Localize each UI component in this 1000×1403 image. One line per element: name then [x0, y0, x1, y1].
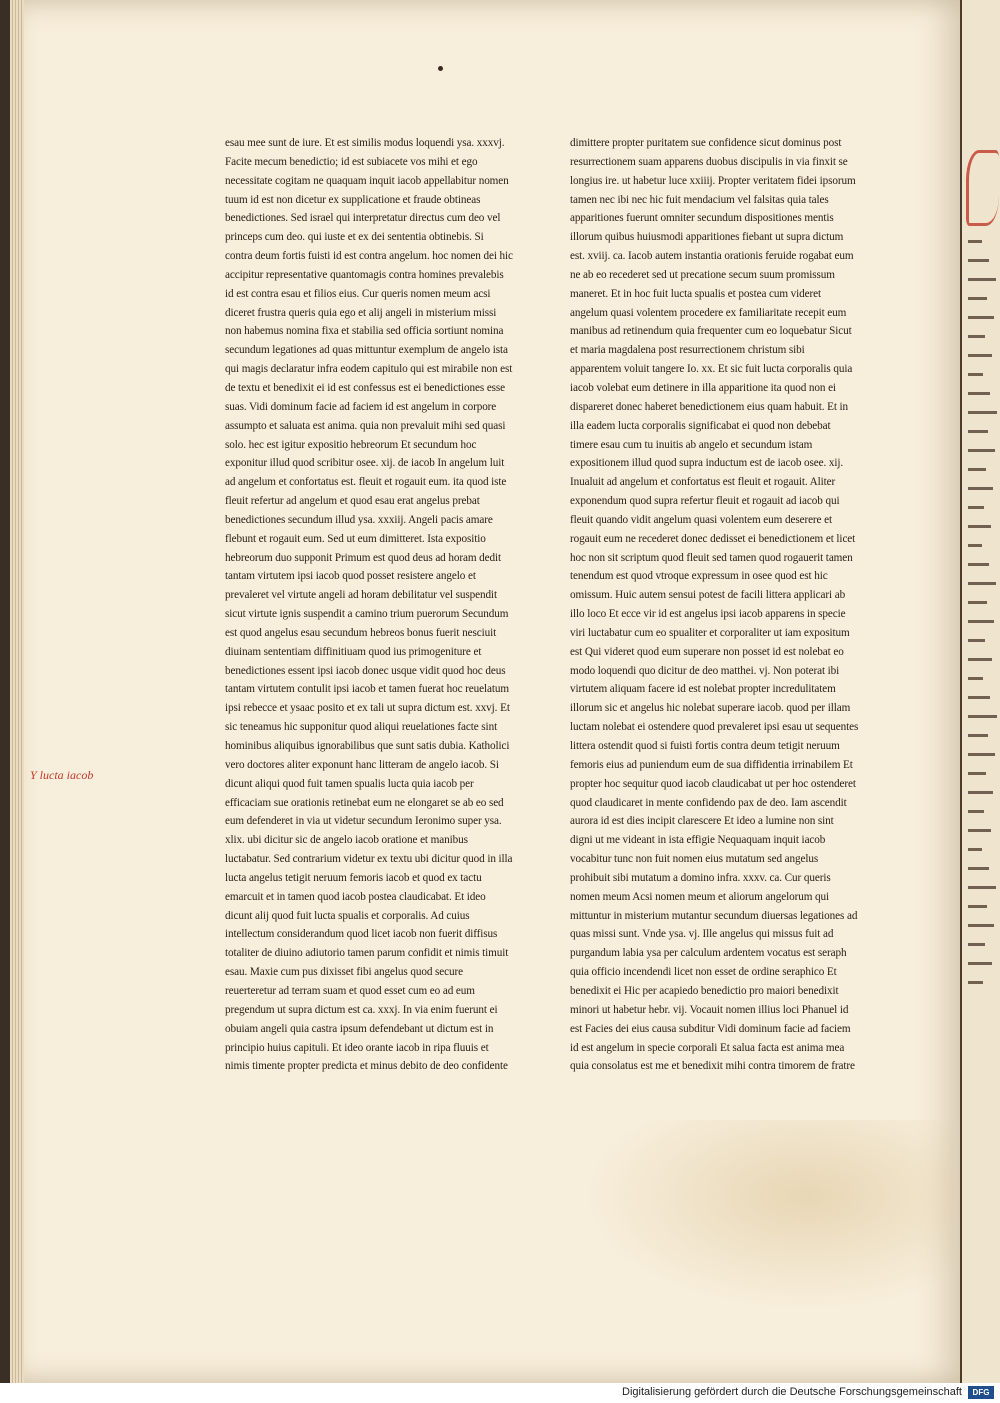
left-text-column	[225, 134, 515, 1076]
facing-text-stroke	[968, 943, 985, 946]
facing-text-stroke	[968, 867, 989, 870]
text-line: suas. Vidi dominum facie ad faciem id est angelum in corpore	[225, 400, 497, 413]
text-line: est Qui videret quod eum superare non posset id est nolebat eo	[570, 645, 844, 658]
facing-text-stroke	[968, 848, 982, 851]
text-line: maneret. Et in hoc fuit lucta spualis et postea cum videret	[570, 287, 822, 300]
text-line: digni ut me videant in ista effigie Nequaquam inquit iacob	[570, 834, 826, 847]
facing-text-stroke	[968, 924, 994, 927]
facing-text-stroke	[968, 962, 992, 965]
text-line: minori ut habetur hebr. vij. Vocauit nomen illius loci Phanuel id	[570, 1003, 849, 1016]
ink-dot	[438, 66, 443, 71]
text-line: apparitiones fuerunt omniter secundum dispositiones mentis	[570, 212, 834, 225]
text-line: fleuit refertur ad angelum et quod esau erat angelus prebat	[225, 495, 480, 508]
text-line: benedixit ei Hic per acapiedo benedictio pro maiori benedixit	[570, 984, 839, 997]
text-line: id est contra esau et filios eius. Cur queris nomen meum acsi	[225, 287, 491, 300]
text-line: viri luctabatur cum eo spualiter et corporaliter ut iam expositum	[570, 626, 850, 639]
text-line: resurrectionem suam apparens duobus discipulis in via finxit se	[570, 155, 848, 168]
text-line: quia officio incendendi licet non esset de ordine seraphico Et	[570, 966, 837, 979]
text-line: pregendum ut supra dictum est ca. xxxj. In via enim fuerunt ei	[225, 1003, 498, 1016]
facing-text-stroke	[968, 278, 996, 281]
text-line: benedictiones. Sed israel qui interpretatur directus cum deo vel	[225, 212, 501, 225]
text-line: angelum quasi volentem procedere ex familiaritate recepit eum	[570, 306, 847, 319]
text-line: sicut virtute ignis suspendit a camino trium puerorum Secundum	[225, 608, 509, 621]
text-line: reuerteretur ad terram suam et quod esset cum eo ad eum	[225, 984, 475, 997]
margin-note: Y lucta iacob	[30, 768, 94, 782]
text-line: timere esau cum tu inuitis ab angelo et secundum istam	[570, 438, 813, 451]
facing-text-stroke	[968, 468, 986, 471]
text-line: eum defenderet in via ut videtur secundum Ieronimo super ysa.	[225, 815, 502, 828]
text-line: efficaciam sue orationis retinebat eum ne elongaret se ab eo sed	[225, 796, 504, 809]
text-line: princeps cum deo. qui iuste et ex dei sententia obtinebis. Si	[225, 231, 484, 244]
text-line: quas missi sunt. Vnde ysa. vj. Ille angelus qui missus fuit ad	[570, 928, 834, 941]
text-line: omissum. Huic autem sensui potest de facili littera applicari ab	[570, 589, 846, 602]
text-line: prevaleret vel virtute angeli ad horam debilitatur vel suspendit	[225, 589, 497, 602]
facing-text-stroke	[968, 981, 983, 984]
text-line: nimis timente propter predicta et minus debito de deo confidente	[225, 1060, 508, 1073]
text-line: tantam virtutem ipsi iacob quod posset resistere angelo et	[225, 570, 476, 583]
facing-text-stroke	[968, 658, 992, 661]
facing-text-stroke	[968, 734, 988, 737]
text-line: rogauit eum ne recederet donec dedisset ei benedictionem et licet	[570, 532, 856, 545]
text-line: expositionem illud quod supra inductum est de iacob osee. xij.	[570, 457, 844, 470]
text-line: emarcuit et in tamen quod iacob postea claudicabat. Et ideo	[225, 890, 486, 903]
facing-text-stroke	[968, 525, 991, 528]
text-line: assumpto et saluata est anima. quia non prevaluit mihi sed quasi	[225, 419, 506, 432]
text-line: ad angelum et confortatus est. fleuit et rogauit eum. ita quod iste	[225, 476, 507, 489]
facing-text-stroke	[968, 240, 982, 243]
facing-text-stroke	[968, 677, 983, 680]
text-line: necessitate cogitam ne quaquam inquit iacob appellabitur nomen	[225, 174, 509, 187]
text-line: secundum legationes ad quas mittuntur exemplum de angelo ista	[225, 344, 508, 357]
footer-bar	[0, 1383, 1000, 1403]
text-line: est. xviij. ca. Iacob autem instantia orationis feruide rogabat eum	[570, 250, 854, 263]
page-edge-stack	[10, 0, 24, 1383]
facing-text-stroke	[968, 905, 987, 908]
text-line: modo loquendi quo dicitur de deo matthei. vj. Non poterat ibi	[570, 664, 840, 677]
facing-text-stroke	[968, 411, 997, 414]
text-line: ne ab eo recederet sed ut precatione secum suum promissum	[570, 268, 835, 281]
facing-text-stroke	[968, 791, 993, 794]
facing-text-stroke	[968, 316, 994, 319]
text-line: fleuit quando vidit angelum quasi volentem eum deserere et	[570, 513, 832, 526]
text-line: aurora id est dies incipit clarescere Et ideo a lumine non sint	[570, 815, 834, 828]
facing-text-stroke	[968, 297, 987, 300]
text-line: ipsi rebecce et ysaac posito et ex tali ut supra dictum est. xxvj. Et	[225, 702, 510, 715]
funding-credit: Digitalisierung gefördert durch die Deutsche Forschungsgemeinschaft	[622, 1386, 962, 1398]
text-line: luctam nolebat ei ostendere quod prevaleret ipsi esau ut sequentes	[570, 721, 859, 734]
text-line: nomen meum Acsi nomen meum et aliorum angelorum qui	[570, 890, 829, 903]
text-line: esau. Maxie cum pus dixisset fibi angelus quod secure	[225, 966, 463, 979]
facing-text-stroke	[968, 620, 994, 623]
text-line: Facite mecum benedictio; id est subiacete vos mihi et ego	[225, 155, 478, 168]
text-line: manibus ad retinendum quia frequenter cum eo loquebatur Sicut	[570, 325, 852, 338]
text-line: Inualuit ad angelum et confortatus est fleuit et rogauit. Aliter	[570, 476, 836, 489]
text-line: principio huius capituli. Et ideo orante iacob in ripa fluuis et	[225, 1041, 489, 1054]
dfg-logo: DFG	[968, 1386, 994, 1399]
facing-text-stroke	[968, 563, 989, 566]
text-line: mittuntur in misterium mutantur secundum diuersas legationes ad	[570, 909, 858, 922]
text-line: dimittere propter puritatem sue confidence sicut dominus post	[570, 137, 842, 149]
facing-initial-rubric	[966, 150, 999, 226]
text-line: sic teneamus hic supponitur quod aliqui reuelationes facte sint	[225, 721, 498, 734]
text-line: prohibuit sibi mutatum a domino infra. xxxv. ca. Cur queris	[570, 871, 831, 884]
text-line: dicunt alij quod fuit lucta spualis et corporalis. Ad cuius	[225, 909, 470, 922]
facing-text-stroke	[968, 506, 984, 509]
text-line: hoc non sit scriptum quod fleuit sed tamen quod rogauerit tamen	[570, 551, 853, 564]
text-line: diceret frustra queris quia ego et alij angeli in misterium missi	[225, 306, 497, 319]
text-line: totaliter de diuino adiutorio tamen parum confidit et nimis timuit	[225, 947, 509, 960]
text-line: solo. hec est igitur expositio hebreorum Et secundum hoc	[225, 438, 477, 451]
right-text-column	[570, 134, 860, 1076]
text-line: benedictiones secundum illud ysa. xxxiij. Angeli pacis amare	[225, 513, 493, 526]
text-line: tenendum est quod vtroque expressum in osee quod est hic	[570, 570, 828, 583]
text-line: dicunt aliqui quod fuit tamen spualis lucta quia iacob per	[225, 777, 474, 790]
text-line: luctabatur. Sed contrarium videtur ex textu ubi dicitur quod in illa	[225, 853, 513, 866]
facing-text-stroke	[968, 373, 983, 376]
text-line: tantam virtutem contulit ipsi iacob et tamen fuerat hoc reuelatum	[225, 683, 509, 696]
facing-text-stroke	[968, 715, 997, 718]
text-line: intellectum considerandum quod licet iacob non fuerit diffisus	[225, 928, 498, 941]
facing-text-stroke	[968, 487, 993, 490]
text-line: obuiam angeli quia castra ipsum defendebant ut dictum est in	[225, 1022, 494, 1035]
facing-text-stroke	[968, 430, 988, 433]
text-line: id est angelum in specie corporali Et salua facta est anima mea	[570, 1041, 845, 1054]
text-line: tuum id est non dicetur ex supplicatione et fraude obtineas	[225, 193, 481, 206]
water-stain	[585, 1120, 955, 1310]
facing-text-stroke	[968, 772, 986, 775]
text-line: benedictiones essent ipsi iacob donec usque vidit quod hoc deus	[225, 664, 506, 677]
text-line: quod claudicaret in mente confidendo pax de deo. Iam ascendit	[570, 796, 847, 809]
text-line: vocabitur tunc non fuit nomen eius mutatum sed angelus	[570, 853, 819, 866]
facing-text-stroke	[968, 392, 990, 395]
text-line: diuinam sententiam diffinitiuam quod ius primogeniture et	[225, 645, 482, 658]
text-line: hominibus aliquibus ignorabilibus que sunt satis dubia. Katholici	[225, 740, 510, 752]
facing-text-stroke	[968, 259, 989, 262]
text-line: et maria magdalena post resurrectionem christum sibi	[570, 344, 805, 357]
text-line: hebreorum duo supponit Primum est quod deus ad horam dedit	[225, 551, 502, 564]
text-line: contra deum fortis fuisti id est contra angelum. hoc nomen dei hic	[225, 250, 513, 263]
text-line: illa eadem lucta corporalis significabat ei quod non debebat	[570, 419, 831, 432]
text-line: vero doctores aliter exponunt hanc litteram de angelo iacob. Si	[225, 758, 499, 771]
facing-text-stroke	[968, 810, 984, 813]
text-line: illorum quibus huiusmodi apparitiones fiebant ut supra dictum	[570, 231, 844, 244]
facing-text-stroke	[968, 335, 985, 338]
facing-text-stroke	[968, 544, 982, 547]
text-line: propter hoc sequitur quod iacob claudicabat ut per hoc ostenderet	[570, 777, 856, 790]
text-line: exponendum quod supra refertur fleuit et rogauit ad iacob qui	[570, 495, 840, 508]
text-line: dispareret donec haberet benedictionem eius quam habuit. Et in	[570, 400, 849, 413]
text-line: iacob volebat eum detinere in illa apparitione ita quod non ei	[570, 381, 836, 394]
text-line: longius ire. ut habetur luce xxiiij. Propter veritatem fidei ipsorum	[570, 174, 856, 187]
text-line: illo loco Et ecce vir id est angelus ipsi iacob apparens in specie	[570, 608, 846, 621]
facing-page-edge	[960, 0, 1000, 1383]
facing-text-stroke	[968, 601, 987, 604]
facing-text-stroke	[968, 639, 985, 642]
text-line: est Facies dei eius causa subditur Vidi dominum facie ad faciem	[570, 1022, 851, 1035]
facing-text-stroke	[968, 696, 990, 699]
text-line: exponitur illud quod scribitur osee. xij. de iacob In angelum luit	[225, 457, 505, 470]
text-line: apparentem voluit tangere Io. xx. Et sic fuit lucta corporalis quia	[570, 363, 853, 376]
text-line: purgandum labia ysa per calculum ardentem vocatus est seraph	[570, 947, 847, 960]
text-line: tamen nec ibi nec hic fuit mendacium vel falsitas quia tales	[570, 193, 829, 206]
text-line: virtutem aliquam facere id est nolebat propter incredulitatem	[570, 683, 836, 696]
text-line: flebunt et rogauit eum. Sed ut eum dimitteret. Ista expositio	[225, 532, 486, 545]
facing-text-stroke	[968, 449, 995, 452]
text-line: qui magis declaratur infra eodem capitulo qui est mirabile non est	[225, 363, 513, 376]
facing-text-stroke	[968, 753, 995, 756]
text-line: femoris eius ad puniendum eum de sua diffidentia irrinabilem Et	[570, 758, 853, 771]
text-line: de textu et benedixit ei id est confessus est ei benedictiones esse	[225, 381, 506, 394]
text-line: lucta angelus tetigit neruum femoris iacob et quod ex tactu	[225, 871, 482, 884]
facing-text-stroke	[968, 354, 992, 357]
text-line: accipitur representative quantomagis contra homines prevalebis	[225, 268, 504, 281]
text-line: xlix. ubi dicitur sic de angelo iacob oratione et manibus	[225, 834, 468, 847]
text-line: non habemus nomina fixa et stabilia sed officia sortiunt nomina	[225, 325, 504, 338]
text-line: est quod angelus esau secundum hebreos bonus fuerit nesciuit	[225, 626, 497, 639]
facing-text-stroke	[968, 829, 991, 832]
text-line: quia consolatus est me et benedixit mihi contra timorem de fratre	[570, 1060, 855, 1073]
text-line: littera ostendit quod si fuisti fortis contra deum tetigit neruum	[570, 740, 840, 752]
text-line: esau mee sunt de iure. Et est similis modus loquendi ysa. xxxvj.	[225, 137, 505, 149]
facing-text-stroke	[968, 886, 996, 889]
facing-text-stroke	[968, 582, 996, 585]
text-line: illorum sic et angelus hic nolebat superare iacob. quod per illam	[570, 702, 851, 715]
